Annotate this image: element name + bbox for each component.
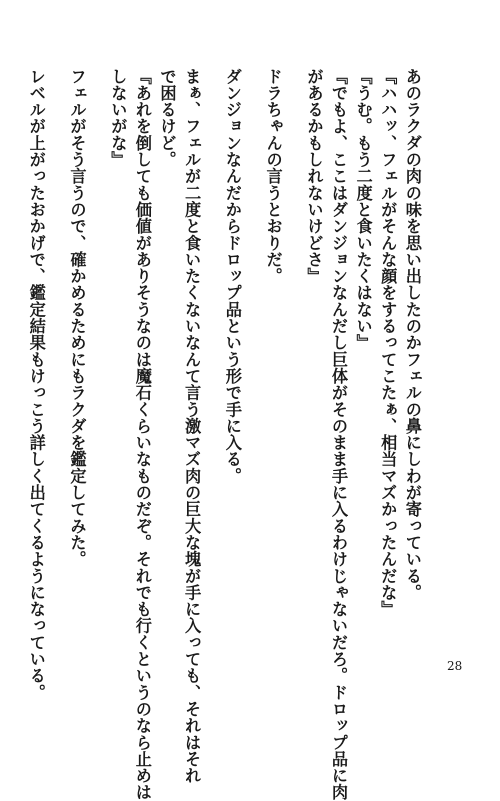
dialogue-line-continued: があるかもしれないけどさ』 bbox=[304, 68, 324, 285]
text-line: ドラちゃんの言うとおりだ。 bbox=[263, 68, 283, 285]
blank-line bbox=[0, 68, 23, 623]
dialogue-line-continued: しないがな』 bbox=[108, 68, 128, 168]
dialogue-line: 『ハハッ、フェルがそんな顔をするってこたぁ、相当マズかったんだな』 bbox=[378, 68, 398, 618]
text-line-continued: で困るけど。 bbox=[157, 68, 177, 168]
text-line: レベルが上がったおかげで、鑑定結果もけっこう詳しく出てくるようになっている。 bbox=[26, 68, 46, 701]
dialogue-line: 『でもよ、ここはダンジョンなんだし巨体がそのまま手に入るわけじゃないだろ。ドロップ品に肉 bbox=[329, 68, 349, 801]
text-line: まぁ、フェルが二度と食いたくないなんて言う激マズ肉の巨大な塊が手に入っても、それはそれ bbox=[182, 68, 202, 784]
page-number: 28 bbox=[447, 659, 463, 673]
vertical-text-body bbox=[0, 68, 440, 801]
dialogue-line: 『うむ。もう二度と食いたくはない』 bbox=[353, 68, 373, 352]
dialogue-line: 『あれを倒しても価値がありそうなのは魔石くらいなものだぞ。それでも行くというのなら止めは bbox=[132, 68, 152, 801]
text-line: フェルがそう言うので、確かめるためにもラクダを鑑定してみた。 bbox=[67, 68, 87, 568]
text-line: ダンジョンなんだからドロップ品という形で手に入る。 bbox=[222, 68, 242, 485]
text-line: あのラクダの肉の味を思い出したのかフェルの鼻にしわが寄っている。 bbox=[402, 68, 422, 601]
